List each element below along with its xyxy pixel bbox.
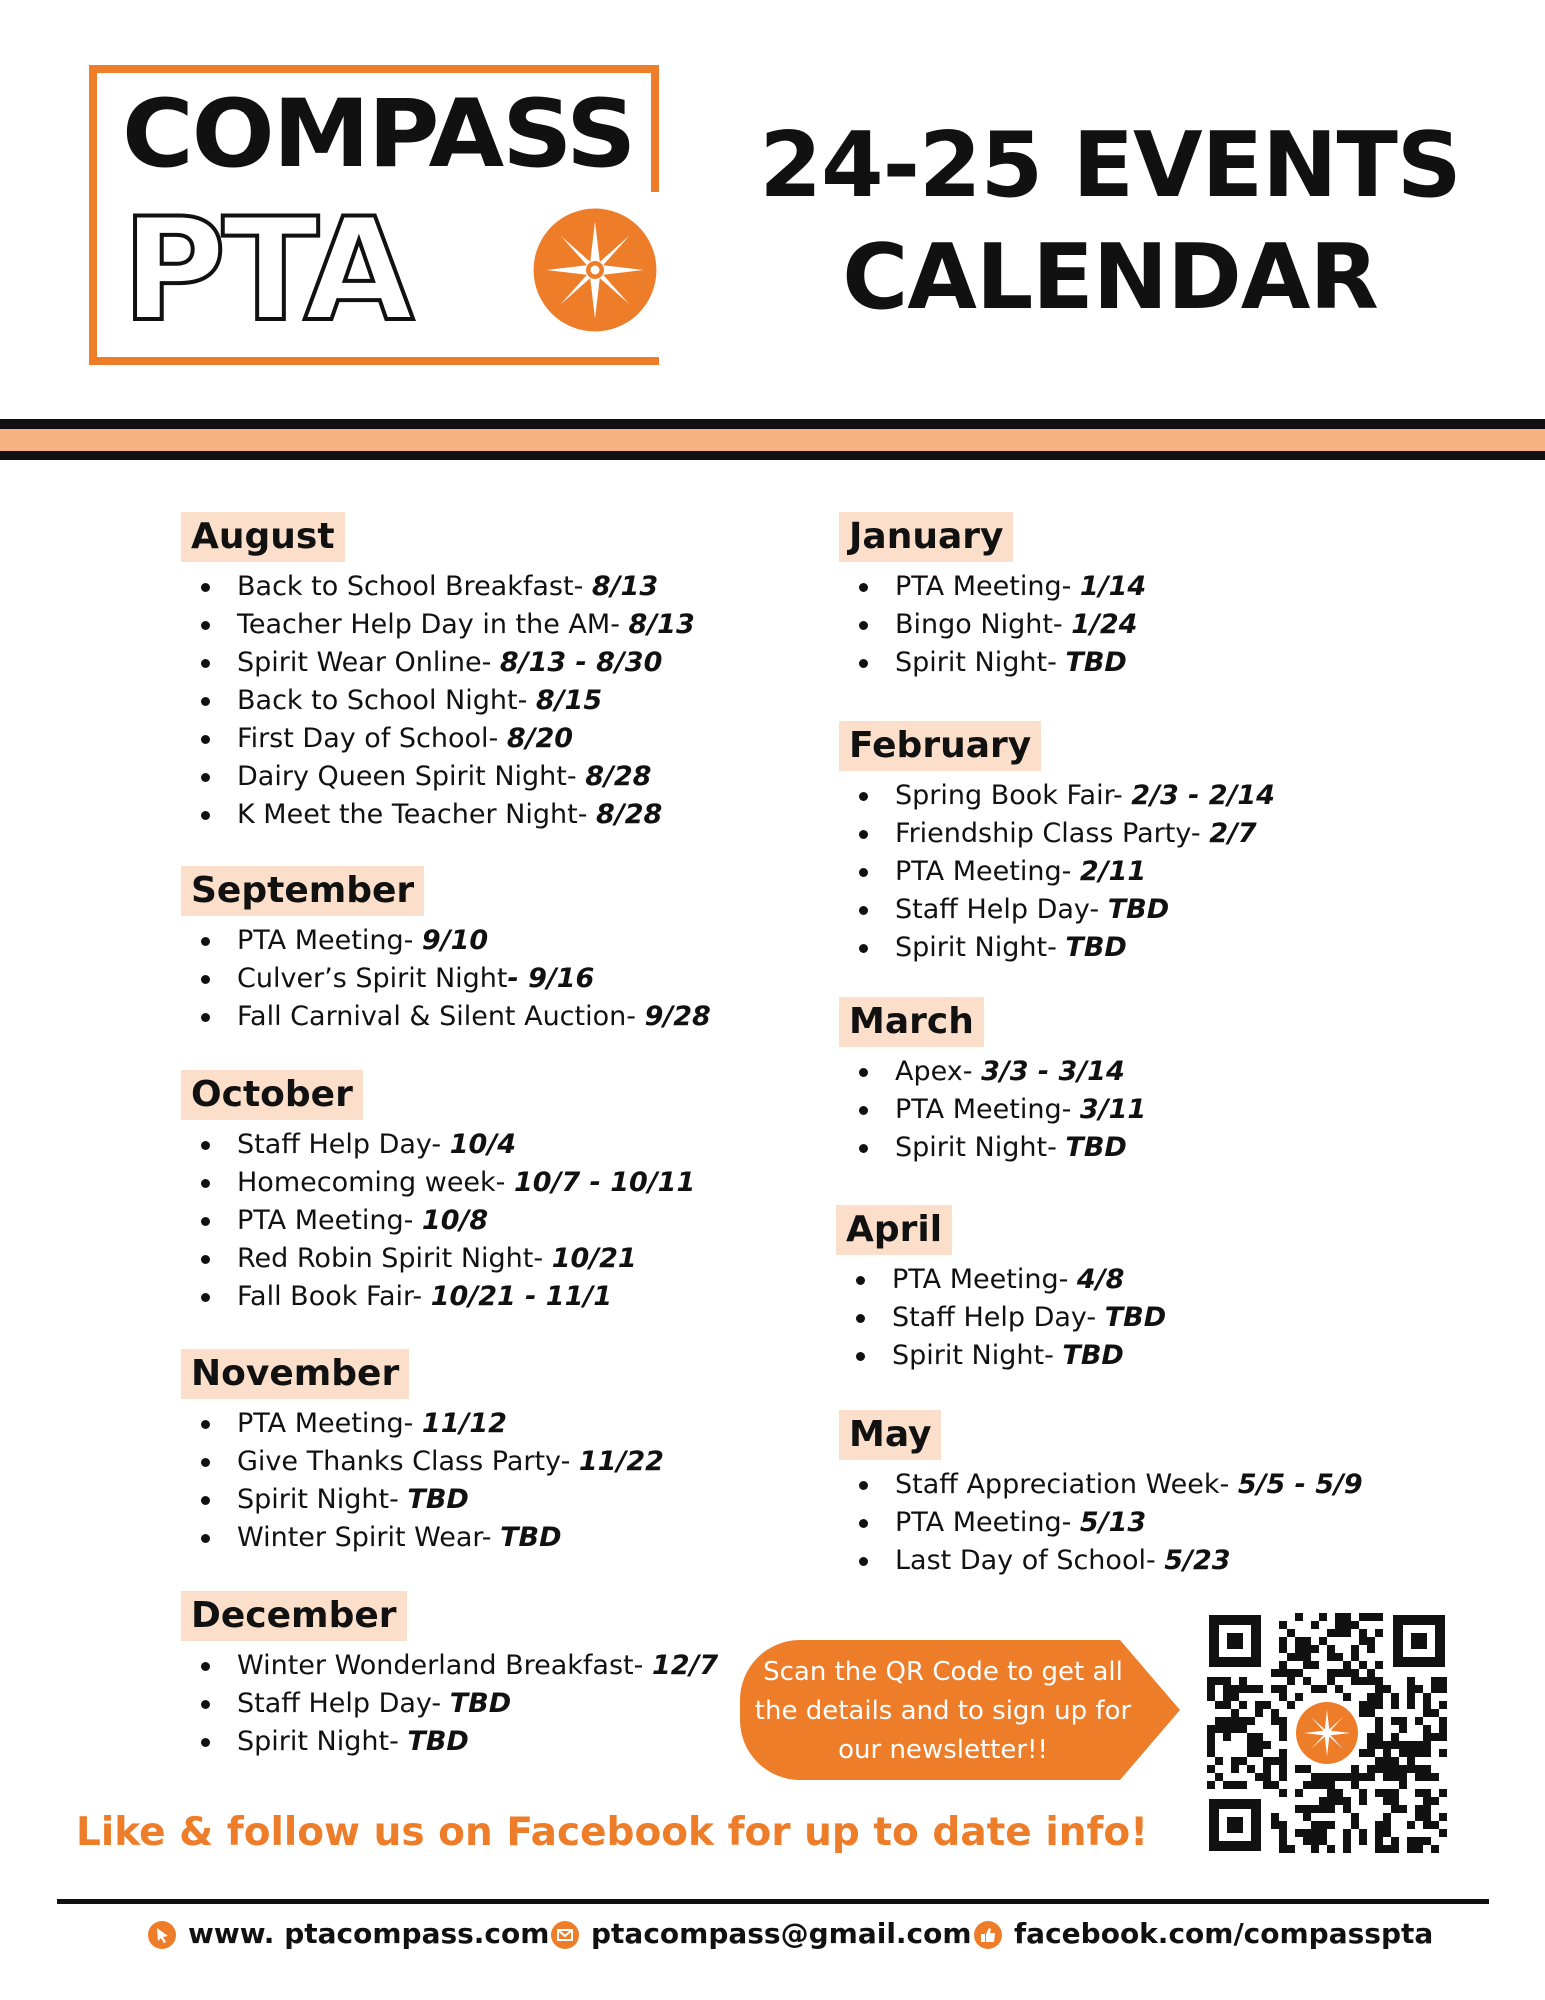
event-item: Spirit Night- TBD [839,1129,1146,1167]
event-item: Spirit Night- TBD [181,1481,664,1519]
mail-icon [551,1921,579,1949]
month-september [181,866,711,1036]
event-list [181,568,695,834]
event-item: Apex- 3/3 - 3/14 [839,1053,1146,1091]
event-item: Dairy Queen Spirit Night- 8/28 [181,758,695,796]
event-item: Staff Help Day- TBD [181,1685,718,1723]
title-line-2: CALENDAR [842,225,1378,330]
event-item: Teacher Help Day in the AM- 8/13 [181,606,695,644]
event-item: Culver’s Spirit Night- 9/16 [181,960,711,998]
month-december [181,1591,718,1761]
event-item: Homecoming week- 10/7 - 10/11 [181,1164,695,1202]
event-item: Spirit Night- TBD [181,1723,718,1761]
event-list [839,1466,1363,1580]
compass-star-icon [531,206,659,334]
event-item: Spirit Night- TBD [836,1337,1166,1375]
thumbs-up-icon [974,1921,1002,1949]
event-item: Staff Help Day- 10/4 [181,1126,695,1164]
month-march [839,997,1146,1167]
logo-pta-text: PTA [122,188,410,353]
event-list [839,1053,1146,1167]
event-item: PTA Meeting- 1/14 [839,568,1146,606]
month-heading: April [836,1205,952,1255]
month-heading: September [181,866,424,916]
month-may [839,1410,1363,1580]
event-item: PTA Meeting- 10/8 [181,1202,695,1240]
event-item: Bingo Night- 1/24 [839,606,1146,644]
qr-code[interactable] [1207,1613,1447,1853]
event-list [181,1126,695,1316]
month-heading: November [181,1349,409,1399]
event-item: Spirit Wear Online- 8/13 - 8/30 [181,644,695,682]
event-list [181,922,711,1036]
event-item: K Meet the Teacher Night- 8/28 [181,796,695,834]
event-item: Staff Help Day- TBD [836,1299,1166,1337]
event-item: Staff Appreciation Week- 5/5 - 5/9 [839,1466,1363,1504]
month-february [839,721,1275,967]
cursor-icon [148,1921,176,1949]
title-line-1: 24-25 EVENTS [759,113,1461,218]
event-list [839,777,1275,967]
month-heading: December [181,1591,407,1641]
event-list [181,1647,718,1761]
month-heading: February [839,721,1041,771]
event-list [839,568,1146,682]
logo-compass-text: COMPASS [122,80,635,189]
event-item: Spirit Night- TBD [839,929,1275,967]
event-list [181,1405,664,1557]
website-link[interactable]: www. ptacompass.com [188,1917,550,1950]
event-item: PTA Meeting- 5/13 [839,1504,1363,1542]
stripe-dark-top [0,419,1545,429]
page-title [700,110,1520,334]
event-item: Spirit Night- TBD [839,644,1146,682]
month-heading: March [839,997,984,1047]
event-item: Last Day of School- 5/23 [839,1542,1363,1580]
event-list [836,1261,1166,1375]
month-heading: October [181,1070,363,1120]
event-item: Friendship Class Party- 2/7 [839,815,1275,853]
month-january [839,512,1146,682]
month-october [181,1070,695,1316]
event-item: Give Thanks Class Party- 11/22 [181,1443,664,1481]
event-item: Fall Book Fair- 10/21 - 11/1 [181,1278,695,1316]
month-april [836,1205,1166,1375]
event-item: PTA Meeting- 11/12 [181,1405,664,1443]
qr-callout-text: Scan the QR Code to get all the details and to sign up for our newsletter!! [754,1657,1132,1765]
event-item: Back to School Breakfast- 8/13 [181,568,695,606]
event-item: Red Robin Spirit Night- 10/21 [181,1240,695,1278]
month-november [181,1349,664,1557]
event-item: Fall Carnival & Silent Auction- 9/28 [181,998,711,1036]
event-item: Staff Help Day- TBD [839,891,1275,929]
event-item: PTA Meeting- 4/8 [836,1261,1166,1299]
month-august [181,512,695,834]
month-heading: May [839,1410,941,1460]
email-link[interactable]: ptacompass@gmail.com [591,1917,972,1950]
event-item: First Day of School- 8/20 [181,720,695,758]
event-item: PTA Meeting- 2/11 [839,853,1275,891]
event-item: PTA Meeting- 9/10 [181,922,711,960]
month-heading: August [181,512,345,562]
stripe-orange [0,429,1545,451]
event-item: Winter Wonderland Breakfast- 12/7 [181,1647,718,1685]
stripe-dark-bottom [0,451,1545,460]
footer-divider [57,1899,1489,1904]
event-item: PTA Meeting- 3/11 [839,1091,1146,1129]
event-item: Back to School Night- 8/15 [181,682,695,720]
event-item: Spring Book Fair- 2/3 - 2/14 [839,777,1275,815]
month-heading: January [839,512,1013,562]
event-item: Winter Spirit Wear- TBD [181,1519,664,1557]
facebook-cta: Like & follow us on Facebook for up to date info! [76,1810,1149,1855]
facebook-link[interactable]: facebook.com/compasspta [1014,1917,1434,1950]
